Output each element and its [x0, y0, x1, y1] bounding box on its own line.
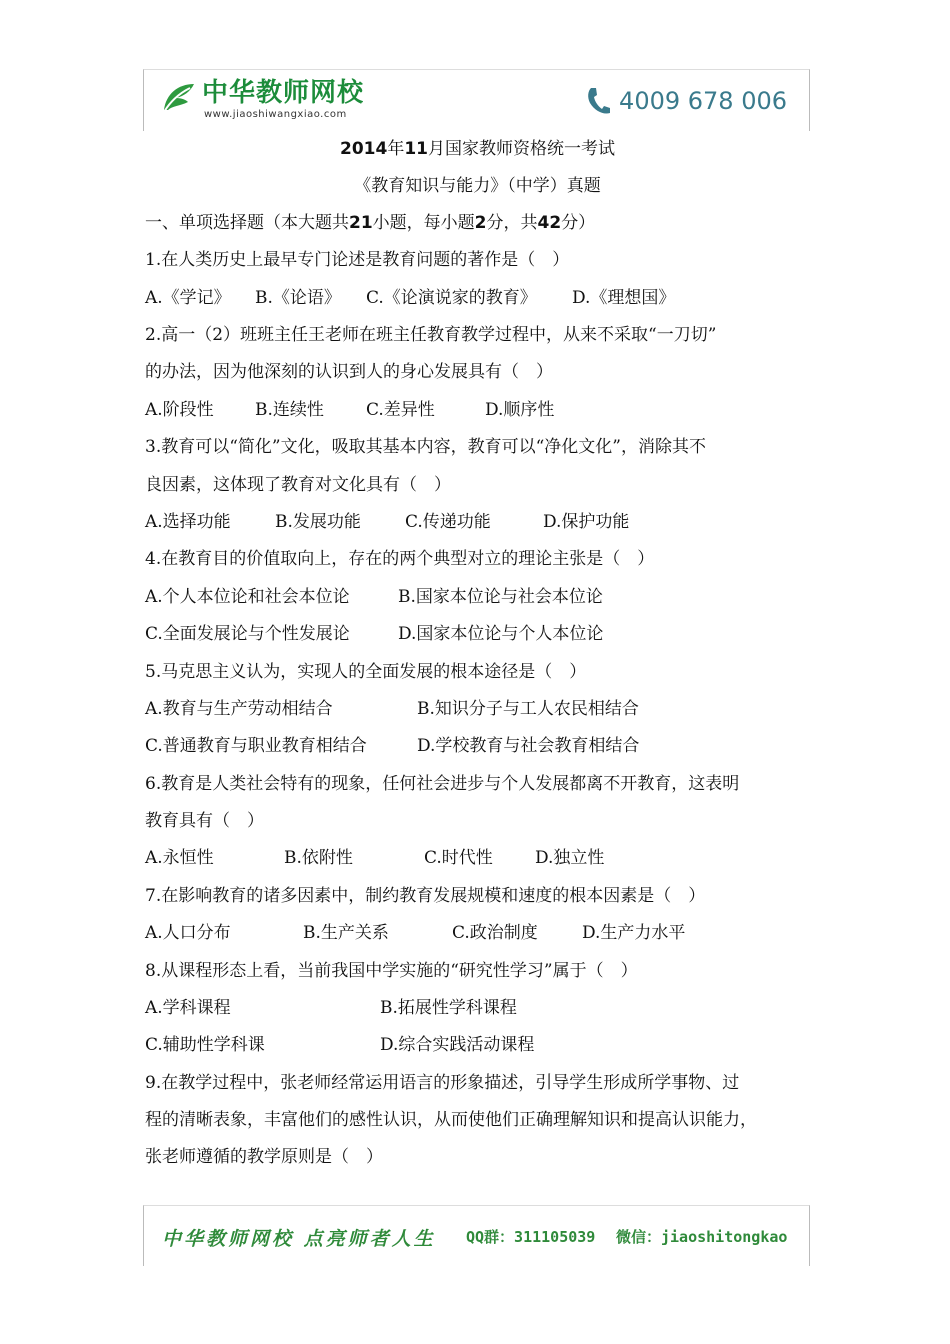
question-stem: 9.在教学过程中，张老师经常运用语言的形象描述，引导学生形成所学事物、过	[145, 1073, 740, 1093]
question-stem: 8.从课程形态上看，当前我国中学实施的“研究性学习”属于（ ）	[145, 961, 638, 981]
option-row	[145, 622, 810, 646]
option-row	[145, 697, 810, 721]
option-row	[145, 286, 810, 310]
question-stem-cont: 良因素，这体现了教育对文化具有（ ）	[145, 475, 451, 495]
page-footer	[143, 1205, 810, 1266]
option-d: D.学校教育与社会教育相结合	[417, 736, 640, 756]
option-c: C.《论演说家的教育》	[366, 288, 537, 308]
section-heading-mid2: 分，共	[486, 213, 538, 233]
title-year: 2014	[340, 139, 388, 159]
option-c: C.传递功能	[405, 512, 491, 532]
option-a: A.学科课程	[145, 998, 231, 1018]
option-c: C.辅助性学科课	[145, 1035, 265, 1055]
option-c: C.全面发展论与个性发展论	[145, 624, 350, 644]
option-row	[145, 510, 810, 534]
footer-slogan: 中华教师网校 点亮师者人生	[162, 1228, 436, 1250]
question-stem-cont: 张老师遵循的教学原则是（ ）	[145, 1147, 383, 1167]
section-heading-mid1: 小题，每小题	[372, 213, 475, 233]
phone-number: 4009 678 006	[619, 87, 787, 115]
question-stem: 2.高一（2）班班主任王老师在班主任教育教学过程中，从来不采取“一刀切”	[145, 325, 717, 345]
option-row	[145, 585, 810, 609]
brand-logo[interactable]	[160, 78, 390, 124]
question-stem-cont: 程的清晰表象，丰富他们的感性认识，从而使他们正确理解知识和提高认识能力，	[145, 1110, 757, 1130]
option-c: C.时代性	[424, 848, 493, 868]
title-rest: 月国家教师资格统一考试	[428, 139, 615, 159]
option-b: B.知识分子与工人农民相结合	[417, 699, 639, 719]
option-row	[145, 1033, 810, 1057]
option-row	[145, 921, 810, 945]
option-b: B.拓展性学科课程	[380, 998, 517, 1018]
question-stem: 4.在教育目的价值取向上，存在的两个典型对立的理论主张是（ ）	[145, 549, 655, 569]
option-d: D.保护功能	[543, 512, 630, 532]
option-d: D.《理想国》	[572, 288, 676, 308]
logo-url: www.jiaoshiwangxiao.com	[204, 109, 347, 120]
phone-icon	[585, 86, 611, 116]
option-b: B.发展功能	[275, 512, 361, 532]
question-stem: 5.马克思主义认为，实现人的全面发展的根本途径是（ ）	[145, 662, 587, 682]
option-a: A.永恒性	[145, 848, 214, 868]
option-c: C.普通教育与职业教育相结合	[145, 736, 367, 756]
exam-title	[145, 137, 810, 161]
option-a: A.选择功能	[145, 512, 231, 532]
page-header	[143, 69, 810, 131]
option-b: B.《论语》	[255, 288, 341, 308]
option-c: C.政治制度	[452, 923, 538, 943]
footer-wechat: 微信：jiaoshitongkao	[616, 1228, 788, 1246]
option-d: D.生产力水平	[582, 923, 686, 943]
option-a: A.教育与生产劳动相结合	[145, 699, 333, 719]
section-count: 21	[349, 213, 373, 233]
option-b: B.连续性	[255, 400, 324, 420]
option-b: B.国家本位论与社会本位论	[398, 587, 603, 607]
option-d: D.综合实践活动课程	[380, 1035, 535, 1055]
exam-subtitle: 《教育知识与能力》（中学）真题	[354, 176, 601, 196]
question-stem: 1.在人类历史上最早专门论述是教育问题的著作是（ ）	[145, 250, 570, 270]
title-month: 11	[404, 139, 428, 159]
question-stem: 3.教育可以“简化”文化，吸取其基本内容，教育可以“净化文化”，消除其不	[145, 437, 706, 457]
leaf-logo-icon	[160, 80, 196, 116]
option-a: A.人口分布	[145, 923, 231, 943]
option-d: D.国家本位论与个人本位论	[398, 624, 604, 644]
section-heading-pre: 一、单项选择题（本大题共	[145, 213, 349, 233]
logo-text: 中华教师网校	[202, 78, 365, 108]
option-a: A.阶段性	[145, 400, 214, 420]
option-row	[145, 398, 810, 422]
section-each-score: 2	[474, 213, 487, 233]
option-b: B.生产关系	[303, 923, 389, 943]
question-stem-cont: 教育具有（ ）	[145, 811, 264, 831]
option-c: C.差异性	[366, 400, 435, 420]
section-heading-post: 分）	[561, 213, 596, 233]
question-stem: 7.在影响教育的诸多因素中，制约教育发展规模和速度的根本因素是（ ）	[145, 886, 706, 906]
hotline	[585, 84, 787, 118]
section-heading	[145, 211, 595, 235]
option-row	[145, 734, 810, 758]
option-d: D.独立性	[535, 848, 605, 868]
section-total-score: 42	[537, 213, 562, 233]
question-stem-cont: 的办法，因为他深刻的认识到人的身心发展具有（ ）	[145, 362, 553, 382]
question-stem: 6.教育是人类社会特有的现象，任何社会进步与个人发展都离不开教育，这表明	[145, 774, 740, 794]
footer-qq-group: QQ群：311105039	[466, 1228, 596, 1246]
option-b: B.依附性	[284, 848, 353, 868]
option-row	[145, 846, 810, 870]
option-d: D.顺序性	[485, 400, 555, 420]
title-year-unit: 年	[387, 139, 405, 159]
option-row	[145, 996, 810, 1020]
option-a: A.《学记》	[145, 288, 231, 308]
option-a: A.个人本位论和社会本位论	[145, 587, 350, 607]
